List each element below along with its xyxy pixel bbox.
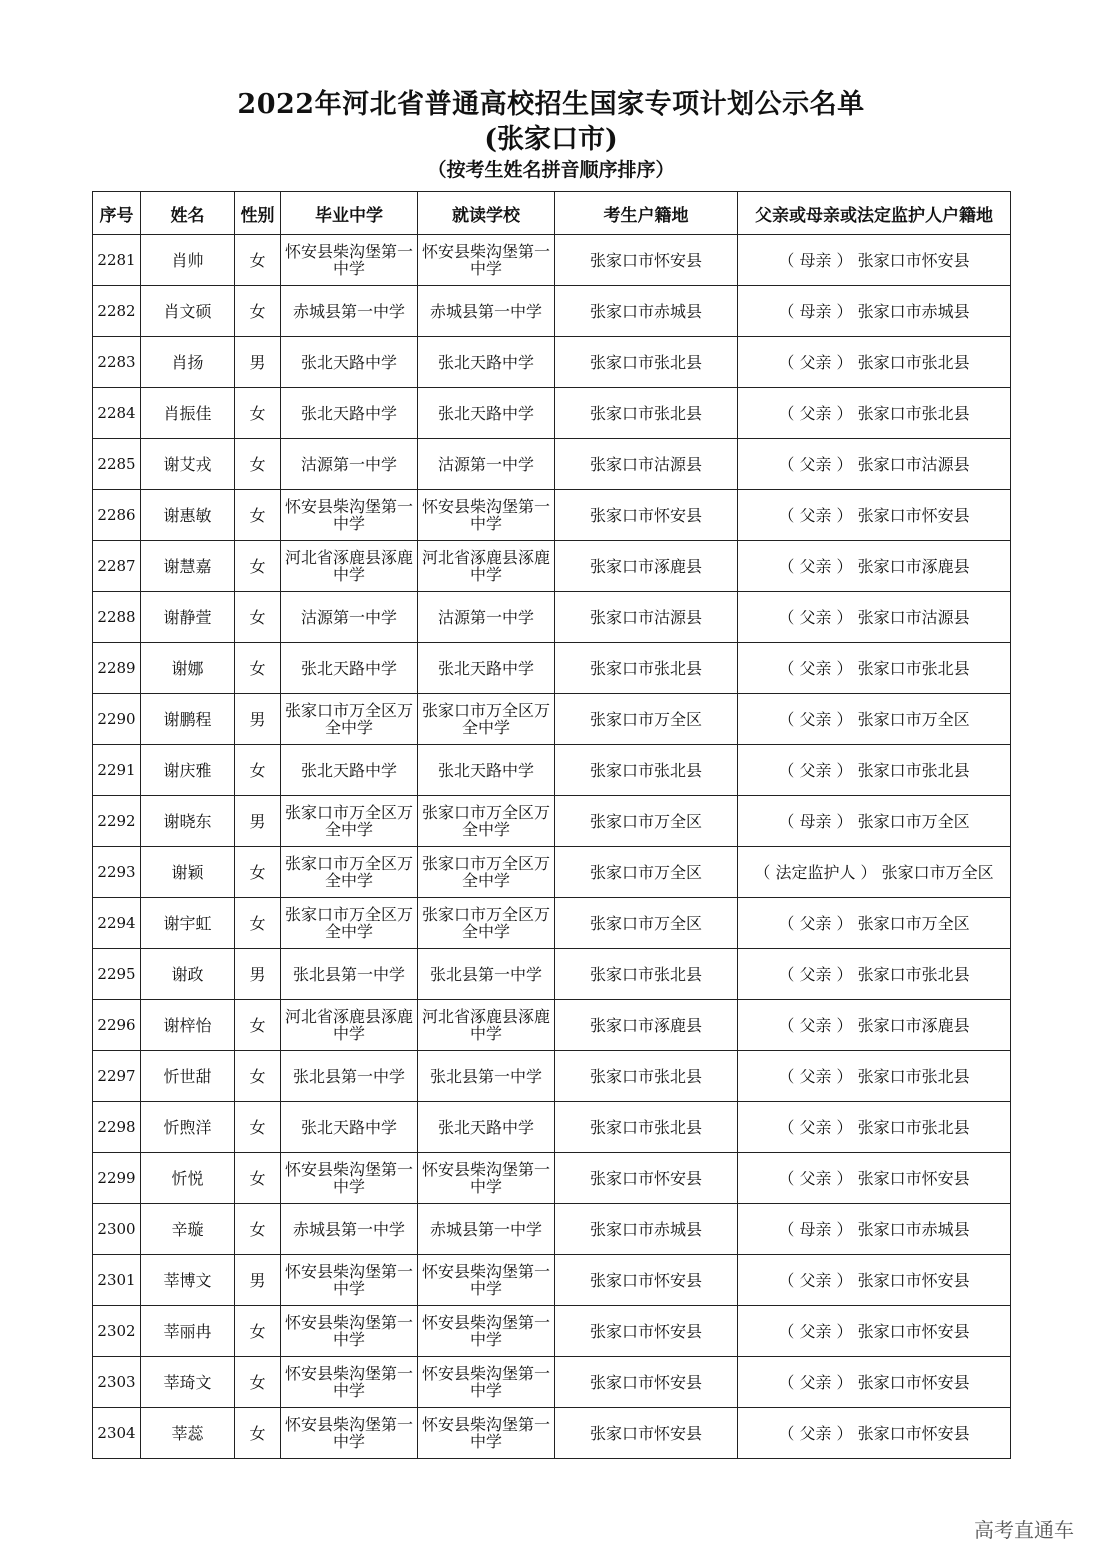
cell-gender: 女: [235, 1051, 281, 1102]
cell-hukou: 张家口市万全区: [555, 694, 738, 745]
cell-id: 2302: [93, 1306, 141, 1357]
cell-grad-school: 张北县第一中学: [281, 949, 418, 1000]
cell-guardian-hukou: （ 父亲 ） 张家口市怀安县: [738, 1255, 1011, 1306]
cell-gender: 女: [235, 388, 281, 439]
cell-hukou: 张家口市万全区: [555, 898, 738, 949]
cell-guardian-hukou: （ 父亲 ） 张家口市怀安县: [738, 1357, 1011, 1408]
cell-guardian-hukou: （ 父亲 ） 张家口市张北县: [738, 337, 1011, 388]
page-title: 2022年河北省普通高校招生国家专项计划公示名单: [237, 89, 865, 120]
cell-guardian-hukou: （ 父亲 ） 张家口市涿鹿县: [738, 1000, 1011, 1051]
cell-name: 莘蕊: [141, 1408, 235, 1459]
cell-hukou: 张家口市张北县: [555, 745, 738, 796]
cell-hukou: 张家口市沽源县: [555, 439, 738, 490]
cell-id: 2286: [93, 490, 141, 541]
cell-guardian-hukou: （ 父亲 ） 张家口市张北县: [738, 388, 1011, 439]
cell-hukou: 张家口市怀安县: [555, 1306, 738, 1357]
table-row: [93, 745, 1011, 796]
cell-guardian-hukou: （ 父亲 ） 张家口市怀安县: [738, 1153, 1011, 1204]
cell-name: 谢庆雅: [141, 745, 235, 796]
cell-current-school: 赤城县第一中学: [418, 1204, 555, 1255]
cell-guardian-hukou: （ 母亲 ） 张家口市赤城县: [738, 1204, 1011, 1255]
cell-name: 肖振佳: [141, 388, 235, 439]
cell-gender: 男: [235, 796, 281, 847]
table-row: [93, 694, 1011, 745]
cell-id: 2287: [93, 541, 141, 592]
cell-current-school: 怀安县柴沟堡第一中学: [418, 1408, 555, 1459]
cell-current-school: 张北县第一中学: [418, 949, 555, 1000]
cell-current-school: 张北天路中学: [418, 745, 555, 796]
cell-hukou: 张家口市沽源县: [555, 592, 738, 643]
cell-hukou: 张家口市张北县: [555, 1051, 738, 1102]
cell-id: 2291: [93, 745, 141, 796]
roster-table: [92, 191, 1011, 1459]
cell-gender: 女: [235, 745, 281, 796]
cell-gender: 女: [235, 1408, 281, 1459]
table-row: [93, 1000, 1011, 1051]
cell-guardian-hukou: （ 父亲 ） 张家口市张北县: [738, 745, 1011, 796]
cell-name: 谢宇虹: [141, 898, 235, 949]
cell-name: 谢慧嘉: [141, 541, 235, 592]
cell-id: 2294: [93, 898, 141, 949]
col-header-current-school: 就读学校: [418, 192, 555, 235]
cell-hukou: 张家口市张北县: [555, 949, 738, 1000]
cell-name: 忻世甜: [141, 1051, 235, 1102]
cell-name: 谢静萱: [141, 592, 235, 643]
cell-gender: 男: [235, 949, 281, 1000]
cell-name: 谢颖: [141, 847, 235, 898]
cell-gender: 女: [235, 541, 281, 592]
cell-guardian-hukou: （ 父亲 ） 张家口市张北县: [738, 1102, 1011, 1153]
cell-current-school: 张北天路中学: [418, 337, 555, 388]
cell-hukou: 张家口市怀安县: [555, 235, 738, 286]
cell-id: 2297: [93, 1051, 141, 1102]
cell-grad-school: 河北省涿鹿县涿鹿中学: [281, 541, 418, 592]
cell-grad-school: 张北天路中学: [281, 337, 418, 388]
cell-id: 2282: [93, 286, 141, 337]
cell-hukou: 张家口市万全区: [555, 847, 738, 898]
cell-name: 莘琦文: [141, 1357, 235, 1408]
cell-current-school: 张家口市万全区万全中学: [418, 796, 555, 847]
cell-name: 肖文硕: [141, 286, 235, 337]
cell-name: 谢鹏程: [141, 694, 235, 745]
cell-grad-school: 怀安县柴沟堡第一中学: [281, 235, 418, 286]
cell-id: 2303: [93, 1357, 141, 1408]
cell-name: 肖扬: [141, 337, 235, 388]
cell-guardian-hukou: （ 父亲 ） 张家口市怀安县: [738, 490, 1011, 541]
sort-note: （按考生姓名拼音顺序排序）: [427, 159, 675, 181]
col-header-guardian-hukou: 父亲或母亲或法定监护人户籍地: [738, 192, 1011, 235]
table-row: [93, 1306, 1011, 1357]
cell-current-school: 张北天路中学: [418, 1102, 555, 1153]
cell-current-school: 张家口市万全区万全中学: [418, 694, 555, 745]
table-row: [93, 1357, 1011, 1408]
cell-current-school: 张北天路中学: [418, 643, 555, 694]
cell-id: 2304: [93, 1408, 141, 1459]
cell-current-school: 张家口市万全区万全中学: [418, 847, 555, 898]
cell-hukou: 张家口市赤城县: [555, 286, 738, 337]
cell-id: 2281: [93, 235, 141, 286]
cell-grad-school: 沽源第一中学: [281, 439, 418, 490]
table-row: [93, 643, 1011, 694]
cell-hukou: 张家口市怀安县: [555, 490, 738, 541]
table-row: [93, 1204, 1011, 1255]
cell-current-school: 怀安县柴沟堡第一中学: [418, 490, 555, 541]
table-row: [93, 337, 1011, 388]
cell-gender: 女: [235, 1153, 281, 1204]
col-header-hukou: 考生户籍地: [555, 192, 738, 235]
cell-hukou: 张家口市张北县: [555, 643, 738, 694]
cell-guardian-hukou: （ 父亲 ） 张家口市涿鹿县: [738, 541, 1011, 592]
title-block: [0, 86, 1102, 184]
cell-id: 2288: [93, 592, 141, 643]
table-row: [93, 1102, 1011, 1153]
cell-hukou: 张家口市涿鹿县: [555, 1000, 738, 1051]
cell-current-school: 怀安县柴沟堡第一中学: [418, 1153, 555, 1204]
cell-current-school: 张北县第一中学: [418, 1051, 555, 1102]
cell-gender: 女: [235, 643, 281, 694]
table-row: [93, 490, 1011, 541]
cell-guardian-hukou: （ 父亲 ） 张家口市万全区: [738, 898, 1011, 949]
table-row: [93, 388, 1011, 439]
cell-gender: 女: [235, 439, 281, 490]
cell-name: 肖帅: [141, 235, 235, 286]
watermark-text: 高考直通车: [974, 1518, 1074, 1542]
cell-grad-school: 赤城县第一中学: [281, 1204, 418, 1255]
cell-hukou: 张家口市怀安县: [555, 1153, 738, 1204]
cell-name: 谢惠敏: [141, 490, 235, 541]
cell-grad-school: 张北天路中学: [281, 643, 418, 694]
cell-id: 2296: [93, 1000, 141, 1051]
cell-id: 2298: [93, 1102, 141, 1153]
cell-grad-school: 张北天路中学: [281, 745, 418, 796]
table-row: [93, 796, 1011, 847]
cell-hukou: 张家口市怀安县: [555, 1255, 738, 1306]
cell-current-school: 河北省涿鹿县涿鹿中学: [418, 541, 555, 592]
cell-grad-school: 怀安县柴沟堡第一中学: [281, 490, 418, 541]
col-header-id: 序号: [93, 192, 141, 235]
cell-guardian-hukou: （ 母亲 ） 张家口市万全区: [738, 796, 1011, 847]
cell-current-school: 沽源第一中学: [418, 592, 555, 643]
cell-name: 谢梓怡: [141, 1000, 235, 1051]
cell-current-school: 河北省涿鹿县涿鹿中学: [418, 1000, 555, 1051]
cell-guardian-hukou: （ 父亲 ） 张家口市怀安县: [738, 1306, 1011, 1357]
cell-grad-school: 张家口市万全区万全中学: [281, 694, 418, 745]
cell-guardian-hukou: （ 父亲 ） 张家口市沽源县: [738, 439, 1011, 490]
table-row: [93, 847, 1011, 898]
col-header-gender: 性别: [235, 192, 281, 235]
cell-hukou: 张家口市张北县: [555, 388, 738, 439]
cell-grad-school: 怀安县柴沟堡第一中学: [281, 1255, 418, 1306]
cell-hukou: 张家口市万全区: [555, 796, 738, 847]
cell-id: 2285: [93, 439, 141, 490]
cell-current-school: 赤城县第一中学: [418, 286, 555, 337]
cell-grad-school: 张家口市万全区万全中学: [281, 847, 418, 898]
cell-hukou: 张家口市怀安县: [555, 1408, 738, 1459]
cell-gender: 女: [235, 286, 281, 337]
roster-body: [93, 235, 1011, 1459]
cell-gender: 女: [235, 1306, 281, 1357]
cell-grad-school: 怀安县柴沟堡第一中学: [281, 1153, 418, 1204]
cell-guardian-hukou: （ 法定监护人 ） 张家口市万全区: [738, 847, 1011, 898]
table-row: [93, 898, 1011, 949]
table-row: [93, 286, 1011, 337]
cell-grad-school: 怀安县柴沟堡第一中学: [281, 1306, 418, 1357]
cell-grad-school: 赤城县第一中学: [281, 286, 418, 337]
header-row: [93, 192, 1011, 235]
cell-current-school: 沽源第一中学: [418, 439, 555, 490]
cell-gender: 女: [235, 592, 281, 643]
cell-current-school: 张北天路中学: [418, 388, 555, 439]
cell-grad-school: 沽源第一中学: [281, 592, 418, 643]
cell-name: 谢政: [141, 949, 235, 1000]
cell-gender: 男: [235, 337, 281, 388]
cell-gender: 女: [235, 898, 281, 949]
table-row: [93, 1408, 1011, 1459]
cell-grad-school: 张北县第一中学: [281, 1051, 418, 1102]
cell-id: 2289: [93, 643, 141, 694]
table-row: [93, 1153, 1011, 1204]
cell-name: 谢娜: [141, 643, 235, 694]
cell-hukou: 张家口市赤城县: [555, 1204, 738, 1255]
cell-id: 2301: [93, 1255, 141, 1306]
cell-hukou: 张家口市张北县: [555, 337, 738, 388]
cell-hukou: 张家口市张北县: [555, 1102, 738, 1153]
cell-current-school: 怀安县柴沟堡第一中学: [418, 1357, 555, 1408]
cell-gender: 女: [235, 235, 281, 286]
table-row: [93, 1255, 1011, 1306]
cell-hukou: 张家口市怀安县: [555, 1357, 738, 1408]
cell-gender: 女: [235, 847, 281, 898]
cell-gender: 男: [235, 1255, 281, 1306]
cell-guardian-hukou: （ 母亲 ） 张家口市赤城县: [738, 286, 1011, 337]
cell-guardian-hukou: （ 父亲 ） 张家口市怀安县: [738, 1408, 1011, 1459]
table-row: [93, 949, 1011, 1000]
cell-name: 谢晓东: [141, 796, 235, 847]
cell-current-school: 张家口市万全区万全中学: [418, 898, 555, 949]
cell-name: 谢艾戎: [141, 439, 235, 490]
table-row: [93, 1051, 1011, 1102]
cell-guardian-hukou: （ 父亲 ） 张家口市张北县: [738, 1051, 1011, 1102]
cell-gender: 女: [235, 1204, 281, 1255]
cell-grad-school: 河北省涿鹿县涿鹿中学: [281, 1000, 418, 1051]
cell-id: 2300: [93, 1204, 141, 1255]
cell-gender: 女: [235, 1102, 281, 1153]
table-row: [93, 541, 1011, 592]
cell-grad-school: 怀安县柴沟堡第一中学: [281, 1357, 418, 1408]
cell-guardian-hukou: （ 父亲 ） 张家口市张北县: [738, 643, 1011, 694]
cell-id: 2293: [93, 847, 141, 898]
table-row: [93, 439, 1011, 490]
cell-name: 忻悦: [141, 1153, 235, 1204]
col-header-name: 姓名: [141, 192, 235, 235]
cell-id: 2292: [93, 796, 141, 847]
cell-grad-school: 怀安县柴沟堡第一中学: [281, 1408, 418, 1459]
cell-id: 2295: [93, 949, 141, 1000]
cell-name: 莘博文: [141, 1255, 235, 1306]
cell-guardian-hukou: （ 母亲 ） 张家口市怀安县: [738, 235, 1011, 286]
cell-guardian-hukou: （ 父亲 ） 张家口市万全区: [738, 694, 1011, 745]
col-header-grad-school: 毕业中学: [281, 192, 418, 235]
cell-grad-school: 张家口市万全区万全中学: [281, 796, 418, 847]
cell-name: 辛璇: [141, 1204, 235, 1255]
cell-name: 忻煦洋: [141, 1102, 235, 1153]
cell-hukou: 张家口市涿鹿县: [555, 541, 738, 592]
cell-id: 2283: [93, 337, 141, 388]
table-row: [93, 592, 1011, 643]
page-subtitle: (张家口市): [484, 124, 618, 155]
cell-id: 2299: [93, 1153, 141, 1204]
cell-guardian-hukou: （ 父亲 ） 张家口市张北县: [738, 949, 1011, 1000]
table-row: [93, 235, 1011, 286]
cell-grad-school: 张家口市万全区万全中学: [281, 898, 418, 949]
cell-grad-school: 张北天路中学: [281, 1102, 418, 1153]
cell-current-school: 怀安县柴沟堡第一中学: [418, 235, 555, 286]
cell-gender: 男: [235, 694, 281, 745]
cell-current-school: 怀安县柴沟堡第一中学: [418, 1255, 555, 1306]
cell-gender: 女: [235, 1357, 281, 1408]
cell-current-school: 怀安县柴沟堡第一中学: [418, 1306, 555, 1357]
cell-gender: 女: [235, 490, 281, 541]
cell-guardian-hukou: （ 父亲 ） 张家口市沽源县: [738, 592, 1011, 643]
cell-id: 2284: [93, 388, 141, 439]
cell-name: 莘丽冉: [141, 1306, 235, 1357]
cell-gender: 女: [235, 1000, 281, 1051]
cell-id: 2290: [93, 694, 141, 745]
cell-grad-school: 张北天路中学: [281, 388, 418, 439]
